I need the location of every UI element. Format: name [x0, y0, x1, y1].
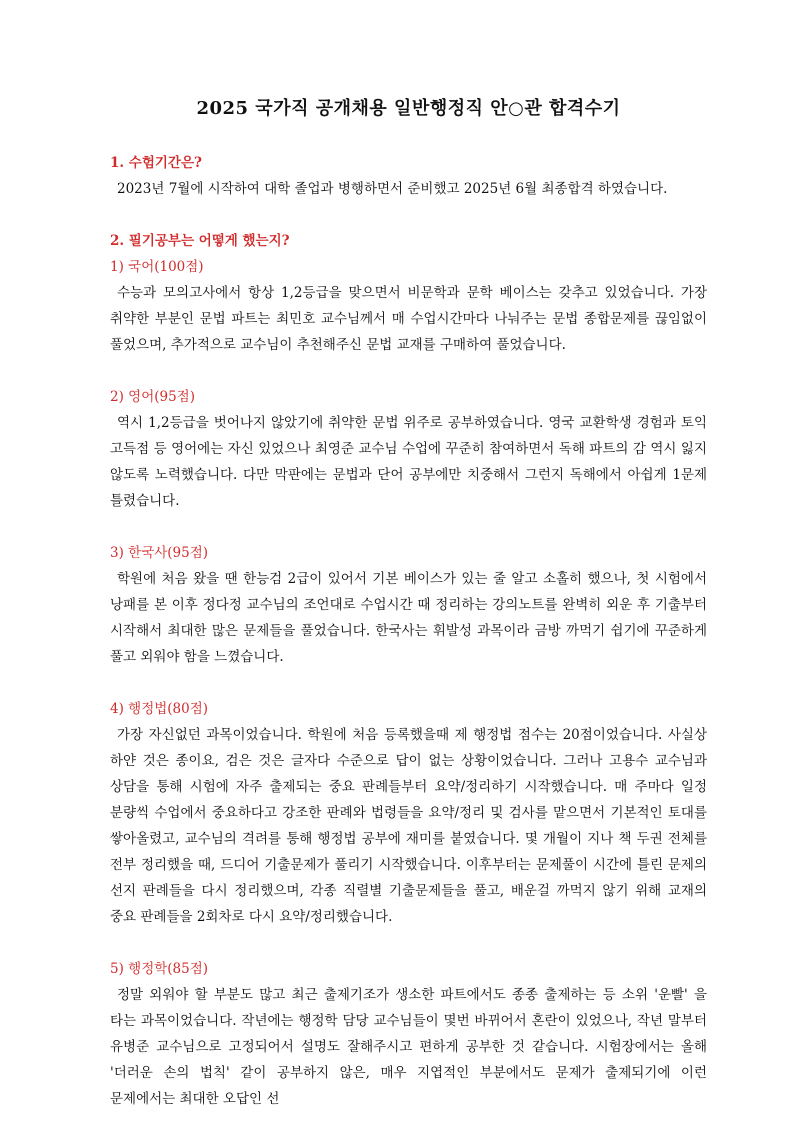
document-title: 2025 국가직 공개채용 일반행정직 안○관 합격수기 [196, 98, 621, 119]
subject-heading: 4) 행정법(80점) [110, 701, 209, 717]
subject-body: 정말 외워야 할 부분도 많고 최근 출제기조가 생소한 파트에서도 종종 출제하는 등 소위 '운빨' 을 타는 과목이었습니다. 작년에는 행정학 담당 교수님들이 몇번 바뀌어서 혼란이 있었으나, 작년 말부터 유병준 교수님으로 고정되어서 설명도 잘해주시고 편하게 공부한 것 같습니다. 시험장에서는 올해 '더러운 손의 법칙' 같이 공부하지 않은, 매우 지엽적인 부분에서도 문제가 출제되기에 이런 문제에서는 최대한 오답인 선 [110, 987, 707, 1107]
subject-public-administration [110, 956, 707, 1112]
subject-heading: 3) 한국사(95점) [110, 545, 209, 561]
spacer [110, 514, 707, 540]
subject-body: 역시 1,2등급을 벗어나지 않았기에 취약한 문법 위주로 공부하였습니다. 영국 교환학생 경험과 토익 고득점 등 영어에는 자신 있었으나 최영준 교수님 수업에 꾸준히 참여하면서 독해 파트의 감 역시 잃지 않도록 노력했습니다. 다만 막판에는 문법과 단어 공부에만 치중해서 그런지 독해에서 아쉽게 1문제 틀렸습니다. [110, 415, 707, 509]
subject-heading: 5) 행정학(85점) [110, 961, 209, 977]
subject-korean-history [110, 540, 707, 670]
spacer [110, 930, 707, 956]
subject-korean [110, 254, 707, 358]
section-q2 [110, 228, 707, 1112]
spacer [110, 670, 707, 696]
spacer [110, 202, 707, 228]
q2-heading: 2. 필기공부는 어떻게 했는지? [110, 233, 290, 249]
subject-body: 학원에 처음 왔을 땐 한능검 2급이 있어서 기본 베이스가 있는 줄 알고 소홀히 했으나, 첫 시험에서 낭패를 본 이후 정다정 교수님의 조언대로 수업시간 때 정리하는 강의노트를 완벽히 외운 후 기출부터 시작해서 최대한 많은 문제들을 풀었습니다. 한국사는 휘발성 과목이라 금방 까먹기 쉽기에 꾸준하게 풀고 외워야 함을 느꼈습니다. [110, 571, 707, 665]
spacer [110, 358, 707, 384]
q1-body: 2023년 7월에 시작하여 대학 졸업과 병행하면서 준비했고 2025년 6월 최종합격 하였습니다. [117, 181, 668, 197]
subject-heading: 1) 국어(100점) [110, 259, 204, 275]
section-q1 [110, 150, 707, 202]
subject-administrative-law [110, 696, 707, 930]
subject-body: 가장 자신없던 과목이었습니다. 학원에 처음 등록했을때 제 행정법 점수는 20점이었습니다. 사실상 하얀 것은 종이요, 검은 것은 글자다 수준으로 답이 없는 상황이었습니다. 그러나 고용수 교수님과 상담을 통해 시험에 자주 출제되는 중요 판례들부터 요약/정리하기 시작했습니다. 매 주마다 일정 분량씩 수업에서 중요하다고 강조한 판례와 법령들을 요약/정리 및 검사를 맡으면서 기본적인 토대를 쌓아올렸고, 교수님의 격려를 통해 행정법 공부에 재미를 붙였습니다. 몇 개월이 지나 책 두권 전체를 전부 정리했을 때, 드디어 기출문제가 풀리기 시작했습니다. 이후부터는 문제풀이 시간에 틀린 문제의 선지 판례들을 다시 정리했으며, 각종 직렬별 기출문제들을 풀고, 배운걸 까먹지 않기 위해 교재의 중요 판례들을 2회차로 다시 요약/정리했습니다. [110, 727, 707, 925]
q1-heading: 1. 수험기간은? [110, 155, 202, 171]
subject-heading: 2) 영어(95점) [110, 389, 195, 405]
subject-body: 수능과 모의고사에서 항상 1,2등급을 맞으면서 비문학과 문학 베이스는 갖추고 있었습니다. 가장 취약한 부분인 문법 파트는 최민호 교수님께서 매 수업시간마다 나눠주는 문법 종합문제를 끊임없이 풀었으며, 추가적으로 교수님이 추천해주신 문법 교재를 구매하여 풀었습니다. [110, 285, 707, 353]
subject-english [110, 384, 707, 514]
